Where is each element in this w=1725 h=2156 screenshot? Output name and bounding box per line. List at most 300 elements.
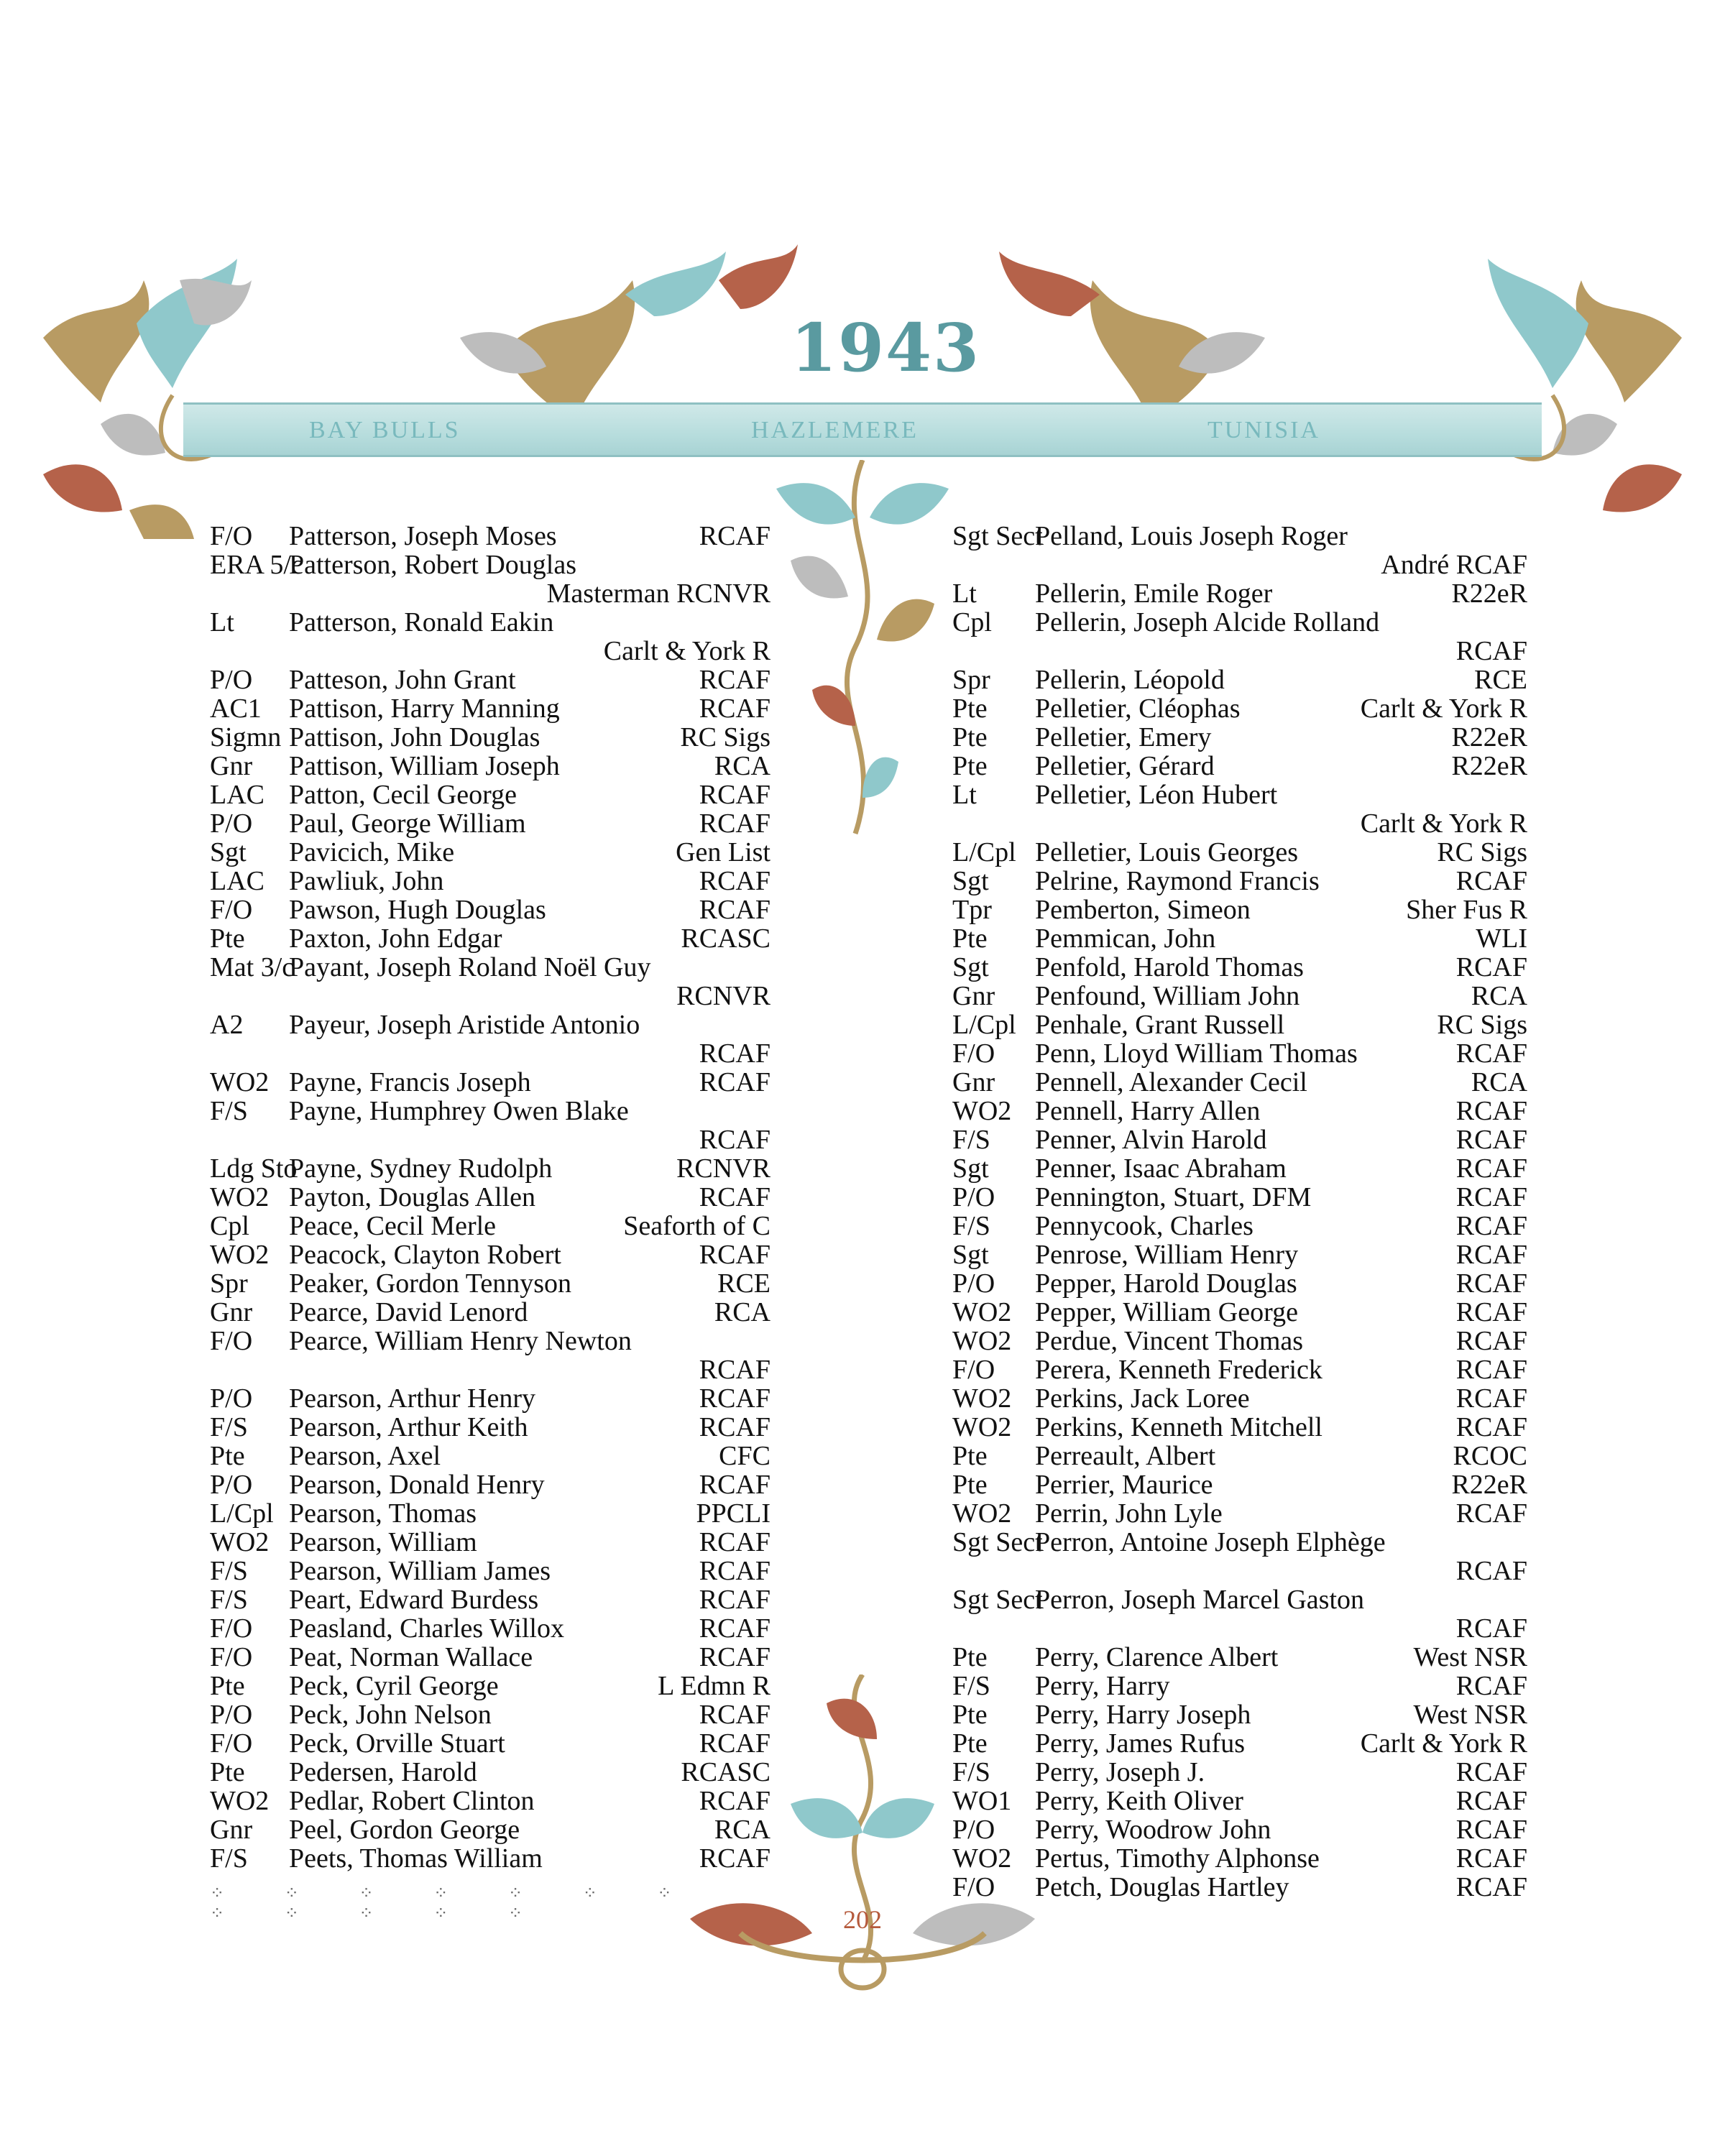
entry-name: Perron, Joseph Marcel Gaston xyxy=(1035,1585,1365,1615)
roll-entry xyxy=(210,1528,770,1557)
roll-entry xyxy=(952,1269,1527,1298)
entry-unit: RCAF xyxy=(1455,1297,1527,1327)
bottom-teal-leaf-2 xyxy=(862,1798,934,1838)
left-gold-leaf-2 xyxy=(129,505,194,539)
entry-name: Peck, Orville Stuart xyxy=(289,1728,505,1759)
entry-name: Pelletier, Louis Georges xyxy=(1035,837,1299,867)
roll-entry xyxy=(952,1125,1527,1154)
entry-rank: Spr xyxy=(210,1268,248,1299)
roll-entry xyxy=(952,982,1527,1010)
roll-entry xyxy=(210,665,770,694)
entry-unit: RCAF xyxy=(1455,952,1527,982)
entry-unit: RCAF xyxy=(1455,1786,1527,1816)
roll-entry xyxy=(952,867,1527,895)
entry-unit: RCAF xyxy=(699,866,770,896)
entry-rank: Pte xyxy=(952,1728,988,1759)
roll-entry xyxy=(210,1499,770,1528)
roll-entry xyxy=(210,522,770,550)
roll-entry xyxy=(210,579,770,608)
roll-entry xyxy=(952,838,1527,867)
entry-name: Pelland, Louis Joseph Roger xyxy=(1035,521,1348,551)
entry-name: Pellerin, Léopold xyxy=(1035,665,1225,695)
year-title: 1943 xyxy=(791,309,981,387)
entry-unit: Carlt & York R xyxy=(603,636,770,666)
entry-unit: RCAF xyxy=(1455,1556,1527,1586)
entry-unit: RCAF xyxy=(1455,866,1527,896)
entry-name: Perera, Kenneth Frederick xyxy=(1035,1355,1322,1385)
entry-rank: Gnr xyxy=(210,1297,253,1327)
roll-entry xyxy=(210,694,770,723)
entry-rank: WO2 xyxy=(210,1240,270,1270)
entry-unit: Carlt & York R xyxy=(1360,694,1527,724)
roll-entry xyxy=(210,637,770,665)
entry-name: Peel, Gordon George xyxy=(289,1815,520,1845)
entry-rank: F/S xyxy=(952,1671,990,1701)
entry-unit: RCAF xyxy=(1455,1671,1527,1701)
entry-rank: P/O xyxy=(210,1470,253,1500)
entry-unit: RCAF xyxy=(1455,1240,1527,1270)
roll-entry xyxy=(952,953,1527,982)
entry-rank: Sigmn xyxy=(210,722,282,752)
entry-unit: RCAF xyxy=(1455,1383,1527,1414)
entry-unit: WLI xyxy=(1476,923,1527,954)
entry-rank: WO2 xyxy=(952,1326,1012,1356)
roll-entry xyxy=(210,1183,770,1212)
entry-rank: Ldg Sto xyxy=(210,1153,298,1184)
entry-rank: Gnr xyxy=(210,1815,253,1845)
entry-name: Perrin, John Lyle xyxy=(1035,1498,1223,1529)
entry-name: Penner, Alvin Harold xyxy=(1035,1125,1267,1155)
entry-unit: RCAF xyxy=(699,1786,770,1816)
roll-entry xyxy=(952,1442,1527,1470)
entry-unit: RCAF xyxy=(1455,1211,1527,1241)
entry-rank: WO2 xyxy=(952,1096,1012,1126)
entry-name: Pearson, Axel xyxy=(289,1441,441,1471)
roll-entry xyxy=(952,809,1527,838)
entry-rank: P/O xyxy=(952,1815,995,1845)
entry-unit: RCAF xyxy=(1455,1326,1527,1356)
entry-unit: RCAF xyxy=(1455,1843,1527,1874)
entry-unit: RCAF xyxy=(1455,1412,1527,1442)
roll-entry xyxy=(952,1499,1527,1528)
entry-name: Peacock, Clayton Robert xyxy=(289,1240,561,1270)
entry-unit: RCAF xyxy=(699,1240,770,1270)
entry-rank: Sgt Sect xyxy=(952,1527,1043,1557)
entry-unit: RCA xyxy=(1471,981,1527,1011)
entry-rank: ERA 5/c xyxy=(210,550,303,580)
entry-rank: LAC xyxy=(210,866,264,896)
entry-rank: F/O xyxy=(952,1355,995,1385)
roll-entry xyxy=(210,1068,770,1097)
entry-name: Penrose, William Henry xyxy=(1035,1240,1299,1270)
roll-entry xyxy=(210,1212,770,1240)
entry-unit: RCAF xyxy=(699,1067,770,1097)
entry-name: Perry, Keith Oliver xyxy=(1035,1786,1243,1816)
entry-name: Perry, James Rufus xyxy=(1035,1728,1245,1759)
entry-unit: R22eR xyxy=(1451,751,1527,781)
entry-name: Penfound, William John xyxy=(1035,981,1300,1011)
center-vine-ornament xyxy=(748,460,978,891)
right-gold-leaf xyxy=(1576,280,1682,402)
entry-rank: WO2 xyxy=(952,1297,1012,1327)
entry-name: Perry, Harry xyxy=(1035,1671,1170,1701)
entry-rank: F/S xyxy=(210,1096,248,1126)
roll-entry xyxy=(952,1010,1527,1039)
entry-unit: RCA xyxy=(714,751,770,781)
entry-unit: RCAF xyxy=(699,808,770,839)
entry-rank: F/S xyxy=(210,1585,248,1615)
entry-name: Peace, Cecil Merle xyxy=(289,1211,497,1241)
bottom-copper-leaf xyxy=(827,1699,877,1739)
entry-unit: RCAF xyxy=(699,1412,770,1442)
entry-name: Perreault, Albert xyxy=(1035,1441,1216,1471)
entry-rank: F/S xyxy=(210,1556,248,1586)
entry-rank: L/Cpl xyxy=(210,1498,274,1529)
entry-unit: Seaforth of C xyxy=(623,1211,770,1241)
left-gold-leaf xyxy=(43,280,149,402)
entry-name: Payant, Joseph Roland Noël Guy xyxy=(289,952,651,982)
entry-unit: RCAF xyxy=(1455,1268,1527,1299)
center-teal-leaf-3 xyxy=(862,757,898,798)
entry-rank: P/O xyxy=(952,1268,995,1299)
entry-rank: Lt xyxy=(952,579,977,609)
roll-entry xyxy=(952,1039,1527,1068)
entry-rank: Mat 3/c xyxy=(210,952,295,982)
entry-name: Payne, Sydney Rudolph xyxy=(289,1153,553,1184)
entry-rank: WO2 xyxy=(952,1383,1012,1414)
entry-unit: RCAF xyxy=(699,1613,770,1644)
entry-rank: F/O xyxy=(210,895,253,925)
entry-name: Payeur, Joseph Aristide Antonio xyxy=(289,1010,640,1040)
entry-name: Pelletier, Emery xyxy=(1035,722,1212,752)
roll-entry xyxy=(952,1384,1527,1413)
entry-unit: RCAF xyxy=(699,780,770,810)
entry-rank: WO2 xyxy=(210,1182,270,1212)
entry-rank: Pte xyxy=(952,923,988,954)
entry-name: Peart, Edward Burdess xyxy=(289,1585,539,1615)
center-left-copper-leaf xyxy=(719,244,798,309)
roll-entry xyxy=(210,1643,770,1672)
roll-entry xyxy=(210,1470,770,1499)
entry-rank: F/O xyxy=(210,1326,253,1356)
entry-name: Payton, Douglas Allen xyxy=(289,1182,536,1212)
entry-name: Pattison, William Joseph xyxy=(289,751,560,781)
entry-rank: Pte xyxy=(210,1757,245,1787)
roll-entry xyxy=(210,1384,770,1413)
entry-unit: RCAF xyxy=(699,1355,770,1385)
entry-unit: RCASC xyxy=(681,923,770,954)
entry-name: Pelletier, Léon Hubert xyxy=(1035,780,1278,810)
entry-name: Peaker, Gordon Tennyson xyxy=(289,1268,571,1299)
entry-unit: RCOC xyxy=(1453,1441,1527,1471)
center-gold-leaf xyxy=(877,599,934,642)
entry-rank: Sgt xyxy=(952,1153,989,1184)
entry-unit: R22eR xyxy=(1451,579,1527,609)
entry-unit: RCAF xyxy=(699,1125,770,1155)
entry-rank: Sgt xyxy=(952,1240,989,1270)
entry-name: Pedlar, Robert Clinton xyxy=(289,1786,535,1816)
entry-unit: CFC xyxy=(719,1441,770,1471)
roll-entry xyxy=(210,1097,770,1125)
entry-rank: F/O xyxy=(210,1642,253,1672)
decorative-dots-divider: ⁘ ⁘ ⁘ ⁘ ⁘ ⁘ ⁘ ⁘ ⁘ ⁘ ⁘ ⁘ xyxy=(210,1883,699,1923)
entry-unit: RCASC xyxy=(681,1757,770,1787)
entry-name: Peck, John Nelson xyxy=(289,1700,492,1730)
banner-label-bay-bulls: BAY BULLS xyxy=(309,417,461,443)
entry-rank: A2 xyxy=(210,1010,244,1040)
entry-unit: RCAF xyxy=(699,1527,770,1557)
entry-unit: RCAF xyxy=(699,521,770,551)
entry-name: Pennycook, Charles xyxy=(1035,1211,1254,1241)
roll-entry xyxy=(210,1614,770,1643)
entry-unit: Carlt & York R xyxy=(1360,1728,1527,1759)
entry-rank: F/O xyxy=(210,1613,253,1644)
center-silver-leaf xyxy=(791,556,848,599)
entry-rank: Pte xyxy=(210,923,245,954)
entry-rank: F/S xyxy=(952,1211,990,1241)
entry-unit: R22eR xyxy=(1451,1470,1527,1500)
entry-name: Pawson, Hugh Douglas xyxy=(289,895,546,925)
entry-name: Pennell, Alexander Cecil xyxy=(1035,1067,1307,1097)
entry-name: Paul, George William xyxy=(289,808,526,839)
roll-entry xyxy=(210,1010,770,1039)
entry-name: Pearson, Arthur Henry xyxy=(289,1383,535,1414)
bottom-loop xyxy=(841,1950,884,1988)
roll-entry xyxy=(210,723,770,752)
entry-unit: RC Sigs xyxy=(1437,1010,1527,1040)
entry-unit: RCAF xyxy=(1455,1815,1527,1845)
entry-rank: WO2 xyxy=(952,1843,1012,1874)
entry-rank: WO2 xyxy=(952,1498,1012,1529)
entry-name: Perrier, Maurice xyxy=(1035,1470,1213,1500)
entry-rank: LAC xyxy=(210,780,264,810)
roll-entry xyxy=(210,1557,770,1585)
entry-rank: Sgt Sect xyxy=(952,521,1043,551)
entry-rank: WO2 xyxy=(952,1412,1012,1442)
entry-unit: RCAF xyxy=(1455,1498,1527,1529)
entry-name: Pedersen, Harold xyxy=(289,1757,477,1787)
entry-name: Pearson, Arthur Keith xyxy=(289,1412,528,1442)
roll-entry xyxy=(210,1355,770,1384)
entry-unit: RCAF xyxy=(699,1383,770,1414)
left-teal-leaf xyxy=(137,259,237,388)
entry-rank: Gnr xyxy=(952,1067,995,1097)
entry-rank: F/S xyxy=(210,1412,248,1442)
entry-unit: RCAF xyxy=(699,665,770,695)
entry-rank: Pte xyxy=(952,1642,988,1672)
entry-unit: RCNVR xyxy=(676,981,770,1011)
roll-entry xyxy=(952,752,1527,780)
roll-entry xyxy=(952,665,1527,694)
roll-entry xyxy=(952,924,1527,953)
roll-entry xyxy=(952,1470,1527,1499)
entry-name: Pepper, Harold Douglas xyxy=(1035,1268,1297,1299)
roll-entry xyxy=(952,694,1527,723)
entry-name: Pattison, Harry Manning xyxy=(289,694,560,724)
entry-unit: West NSR xyxy=(1413,1642,1527,1672)
entry-rank: Cpl xyxy=(210,1211,249,1241)
entry-unit: RCA xyxy=(714,1297,770,1327)
roll-entry xyxy=(210,780,770,809)
entry-name: Pavicich, Mike xyxy=(289,837,455,867)
entry-rank: Sgt xyxy=(952,952,989,982)
entry-rank: Pte xyxy=(952,1441,988,1471)
entry-rank: WO2 xyxy=(210,1527,270,1557)
entry-name: Pellerin, Joseph Alcide Rolland xyxy=(1035,607,1380,637)
entry-rank: P/O xyxy=(210,1383,253,1414)
entry-unit: West NSR xyxy=(1413,1700,1527,1730)
roll-entry xyxy=(210,1039,770,1068)
entry-unit: RCNVR xyxy=(676,1153,770,1184)
roll-entry xyxy=(210,1413,770,1442)
entry-name: Pearson, William xyxy=(289,1527,477,1557)
entry-unit: RCAF xyxy=(699,1585,770,1615)
entry-name: Pemmican, John xyxy=(1035,923,1216,954)
roll-entry xyxy=(210,1125,770,1154)
entry-name: Peat, Norman Wallace xyxy=(289,1642,533,1672)
center-right-copper-leaf xyxy=(999,252,1100,316)
entry-unit: RC Sigs xyxy=(680,722,770,752)
center-left-teal-leaf xyxy=(625,252,726,316)
roll-entry xyxy=(210,608,770,637)
roll-entry xyxy=(952,1068,1527,1097)
roll-entry xyxy=(210,982,770,1010)
roll-entry xyxy=(952,637,1527,665)
right-copper-leaf xyxy=(1603,464,1682,512)
roll-entry xyxy=(952,1298,1527,1327)
entry-rank: Cpl xyxy=(952,607,992,637)
left-column-list xyxy=(210,522,770,1873)
entry-unit: André RCAF xyxy=(1381,550,1527,580)
entry-rank: Spr xyxy=(952,665,990,695)
entry-unit: RCAF xyxy=(1455,1153,1527,1184)
entry-name: Penhale, Grant Russell xyxy=(1035,1010,1285,1040)
entry-unit: RCAF xyxy=(699,1700,770,1730)
entry-name: Pearce, David Lenord xyxy=(289,1297,528,1327)
roll-entry xyxy=(210,1442,770,1470)
entry-unit: Carlt & York R xyxy=(1360,808,1527,839)
roll-entry xyxy=(210,1240,770,1269)
roll-entry xyxy=(952,1097,1527,1125)
entry-name: Peets, Thomas William xyxy=(289,1843,543,1874)
entry-name: Patterson, Joseph Moses xyxy=(289,521,557,551)
roll-entry xyxy=(210,1327,770,1355)
roll-entry xyxy=(952,1614,1527,1643)
entry-name: Perron, Antoine Joseph Elphège xyxy=(1035,1527,1386,1557)
entry-name: Pelletier, Cléophas xyxy=(1035,694,1241,724)
entry-name: Payne, Francis Joseph xyxy=(289,1067,531,1097)
entry-unit: RCAF xyxy=(699,895,770,925)
roll-entry xyxy=(210,752,770,780)
roll-entry xyxy=(210,1298,770,1327)
entry-rank: AC1 xyxy=(210,694,262,724)
roll-entry xyxy=(952,1643,1527,1672)
entry-name: Pellerin, Emile Roger xyxy=(1035,579,1273,609)
banner-label-tunisia: TUNISIA xyxy=(1208,417,1320,443)
entry-name: Pepper, William George xyxy=(1035,1297,1298,1327)
roll-entry xyxy=(952,1413,1527,1442)
entry-unit: R22eR xyxy=(1451,722,1527,752)
entry-rank: Pte xyxy=(952,722,988,752)
roll-entry xyxy=(952,895,1527,924)
roll-entry xyxy=(952,522,1527,550)
entry-unit: RCAF xyxy=(699,694,770,724)
entry-unit: RCAF xyxy=(699,1642,770,1672)
entry-unit: RCE xyxy=(717,1268,770,1299)
entry-unit: RCAF xyxy=(699,1470,770,1500)
entry-name: Peasland, Charles Willox xyxy=(289,1613,564,1644)
entry-unit: RCAF xyxy=(1455,1872,1527,1902)
roll-entry xyxy=(210,953,770,982)
entry-unit: Masterman RCNVR xyxy=(546,579,770,609)
entry-rank: F/S xyxy=(952,1757,990,1787)
entry-name: Penner, Isaac Abraham xyxy=(1035,1153,1287,1184)
entry-name: Perry, Clarence Albert xyxy=(1035,1642,1279,1672)
entry-rank: L/Cpl xyxy=(952,837,1016,867)
entry-name: Pelletier, Gérard xyxy=(1035,751,1215,781)
entry-rank: Pte xyxy=(952,751,988,781)
entry-name: Perry, Woodrow John xyxy=(1035,1815,1271,1845)
roll-entry xyxy=(952,1528,1527,1557)
entry-name: Pattison, John Douglas xyxy=(289,722,540,752)
entry-unit: RCAF xyxy=(699,1843,770,1874)
entry-rank: Gnr xyxy=(952,981,995,1011)
entry-unit: RCAF xyxy=(1455,1613,1527,1644)
entry-rank: Sgt xyxy=(952,866,989,896)
entry-name: Perkins, Jack Loree xyxy=(1035,1383,1250,1414)
entry-rank: Gnr xyxy=(210,751,253,781)
entry-name: Pearson, Donald Henry xyxy=(289,1470,545,1500)
bottom-teal-leaf xyxy=(791,1798,862,1838)
banner-label-hazlemere: HAZLEMERE xyxy=(751,417,919,443)
entry-name: Penfold, Harold Thomas xyxy=(1035,952,1304,982)
entry-unit: RCAF xyxy=(699,1556,770,1586)
entry-name: Petch, Douglas Hartley xyxy=(1035,1872,1289,1902)
entry-rank: F/O xyxy=(952,1872,995,1902)
entry-unit: RCAF xyxy=(1455,1757,1527,1787)
entry-name: Patteson, John Grant xyxy=(289,665,516,695)
roll-entry xyxy=(210,838,770,867)
entry-rank: Pte xyxy=(210,1671,245,1701)
entry-name: Pearce, William Henry Newton xyxy=(289,1326,632,1356)
entry-rank: Lt xyxy=(952,780,977,810)
left-silver-leaf-2 xyxy=(101,414,165,456)
entry-rank: Tpr xyxy=(952,895,992,925)
entry-rank: F/O xyxy=(210,1728,253,1759)
roll-entry xyxy=(210,1585,770,1614)
entry-unit: RCAF xyxy=(699,1182,770,1212)
entry-rank: P/O xyxy=(952,1182,995,1212)
entry-name: Pearson, William James xyxy=(289,1556,551,1586)
entry-rank: F/S xyxy=(952,1125,990,1155)
roll-entry xyxy=(210,1154,770,1183)
entry-name: Pearson, Thomas xyxy=(289,1498,477,1529)
entry-unit: Gen List xyxy=(676,837,770,867)
roll-entry xyxy=(952,579,1527,608)
roll-entry xyxy=(952,723,1527,752)
entry-name: Perry, Harry Joseph xyxy=(1035,1700,1251,1730)
entry-rank: L/Cpl xyxy=(952,1010,1016,1040)
entry-name: Pennell, Harry Allen xyxy=(1035,1096,1261,1126)
entry-name: Patton, Cecil George xyxy=(289,780,517,810)
left-copper-leaf xyxy=(43,464,122,512)
entry-rank: Sgt xyxy=(210,837,247,867)
entry-rank: Sgt Sect xyxy=(952,1585,1043,1615)
roll-entry xyxy=(952,1557,1527,1585)
entry-name: Penn, Lloyd William Thomas xyxy=(1035,1038,1358,1069)
entry-unit: RCA xyxy=(1471,1067,1527,1097)
entry-rank: P/O xyxy=(210,808,253,839)
